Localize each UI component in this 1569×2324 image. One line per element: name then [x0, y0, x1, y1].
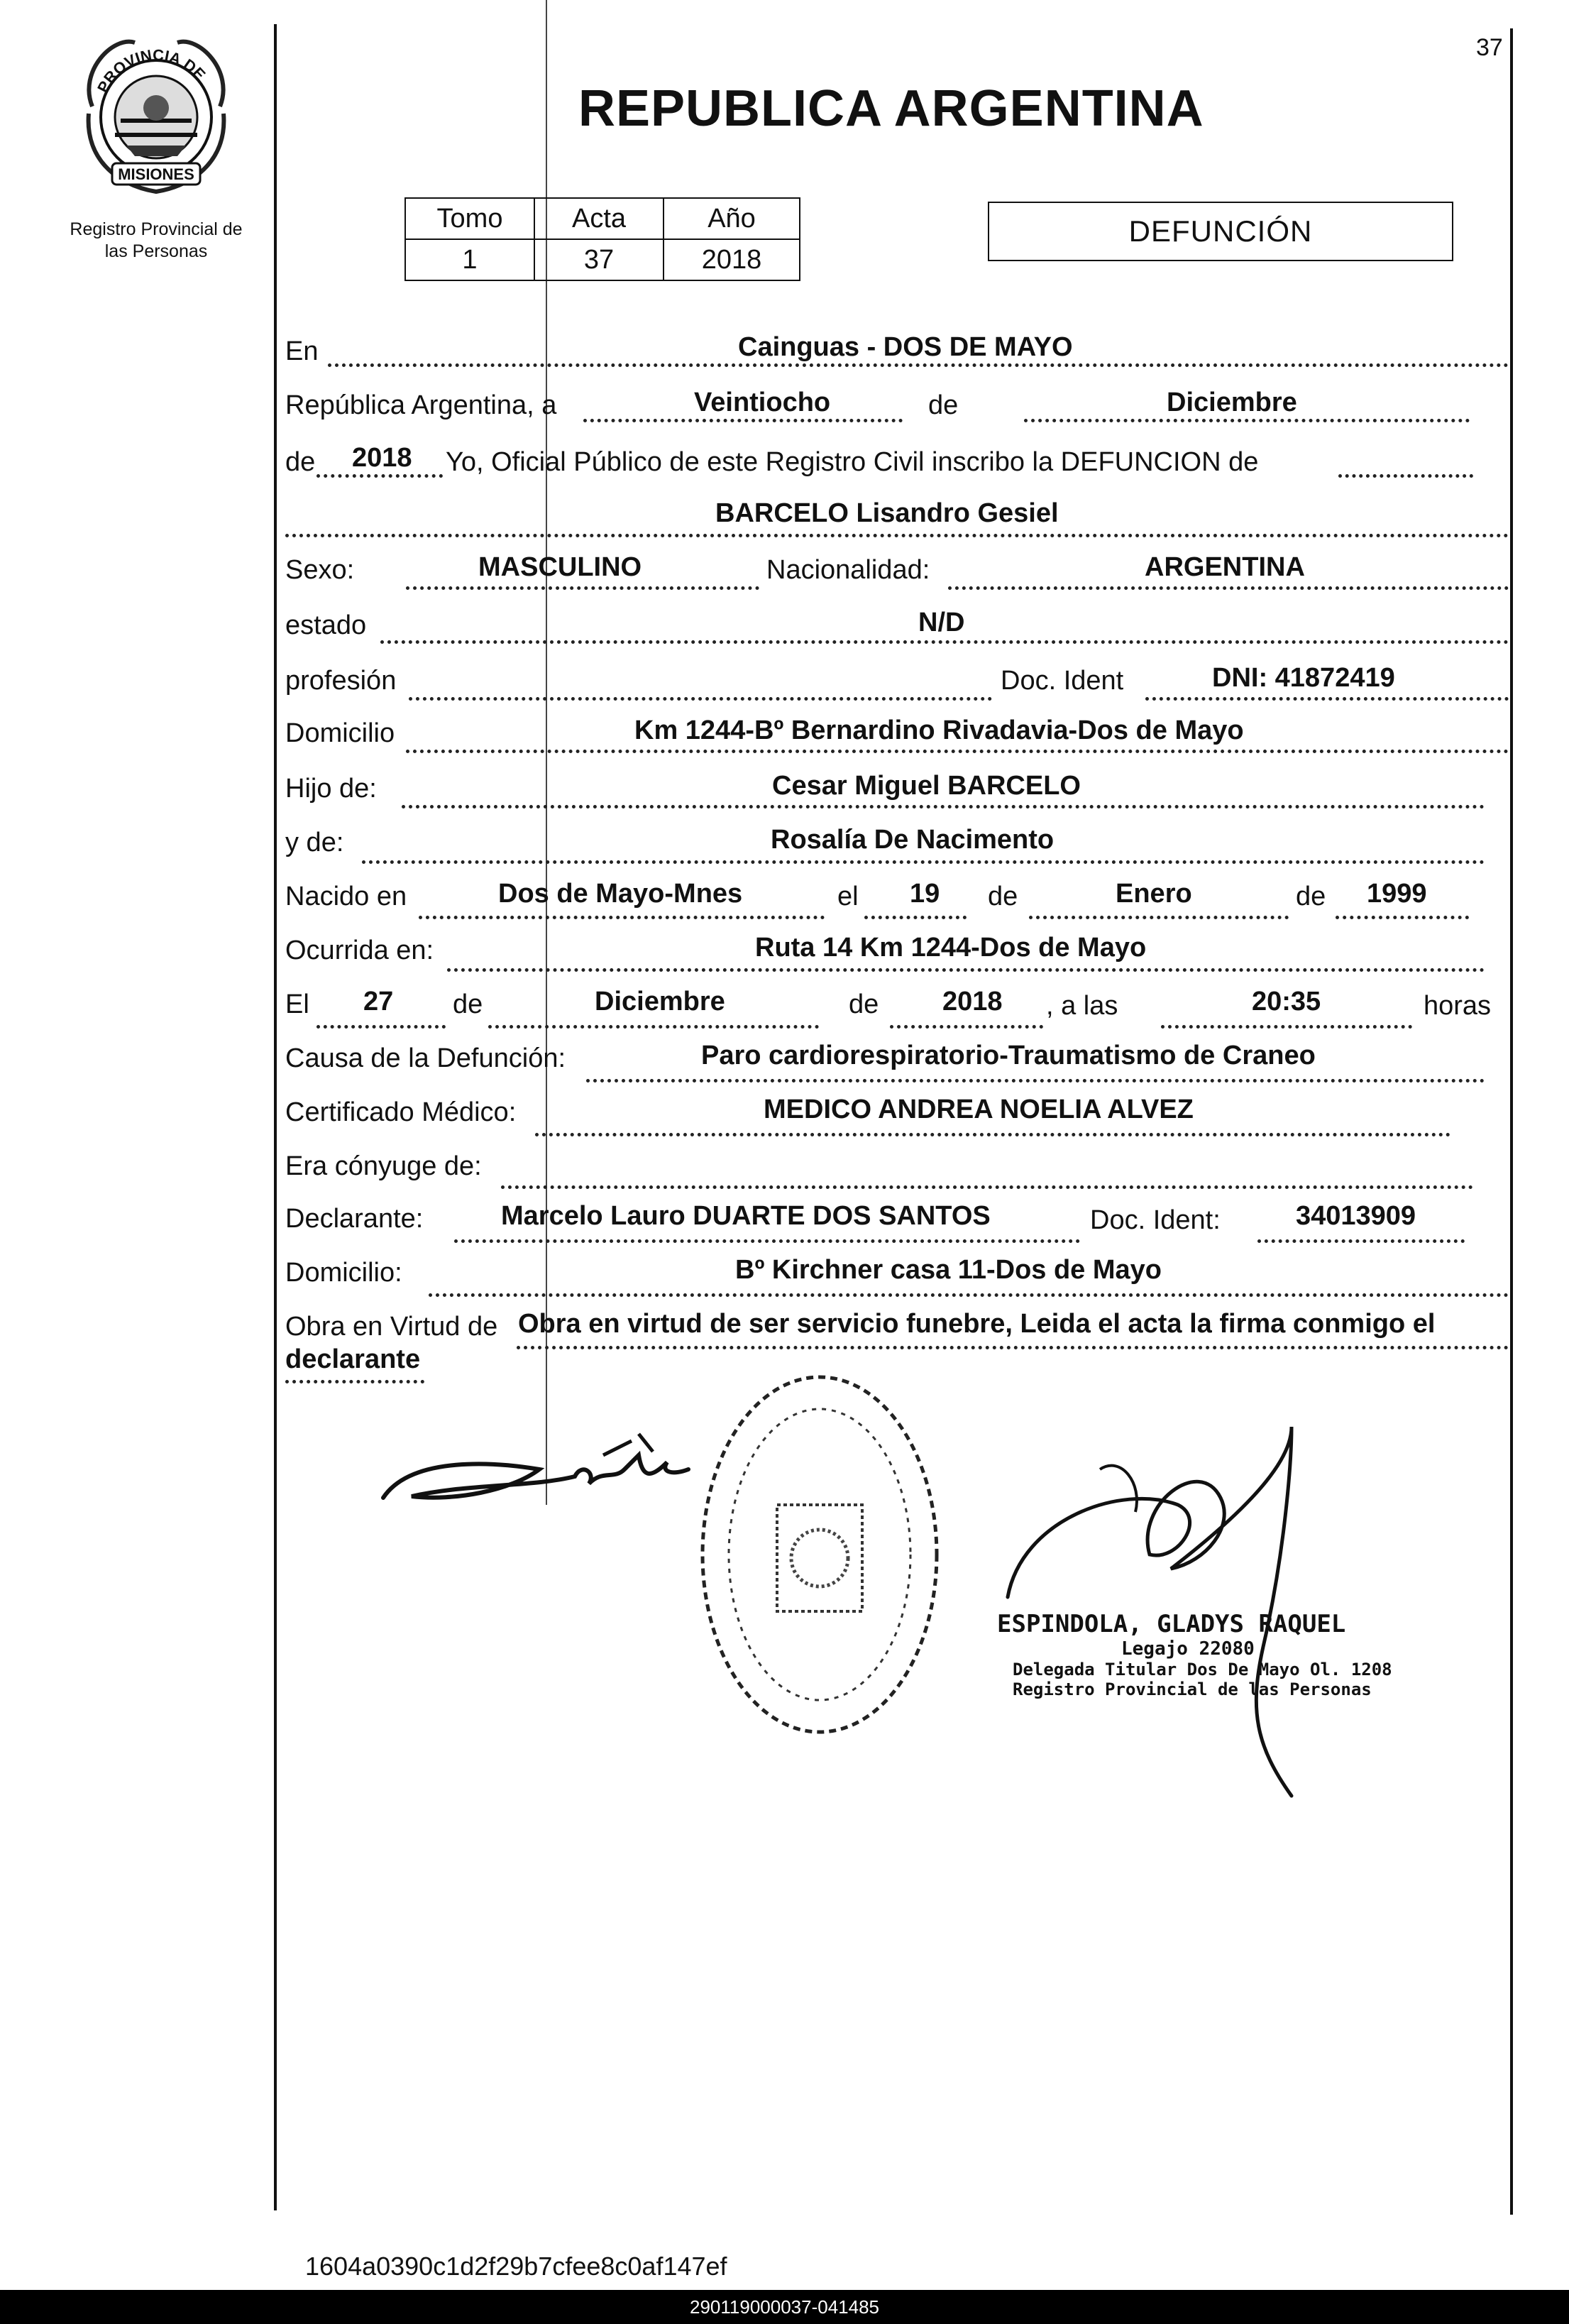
seal-top-text: PROVINCIA DE — [94, 45, 209, 96]
page-number: 37 — [1476, 34, 1503, 61]
de-label-5: de — [849, 990, 879, 1019]
doc-ident2-label: Doc. Ident: — [1090, 1205, 1221, 1235]
dotted-line — [447, 968, 1485, 972]
registry-label — [43, 219, 270, 263]
dotted-line — [429, 1293, 1509, 1297]
anio-value: 2018 — [352, 443, 412, 473]
official-name-stamp — [997, 1610, 1416, 1699]
dia-nacimiento-value: 19 — [910, 879, 940, 909]
right-margin-rule — [1510, 28, 1513, 2215]
certificado-value: MEDICO ANDREA NOELIA ALVEZ — [764, 1095, 1194, 1124]
document-hash: 1604a0390c1d2f29b7cfee8c0af147ef — [305, 2252, 727, 2281]
declarante-label: Declarante: — [285, 1204, 424, 1234]
dotted-line — [285, 534, 1509, 537]
value-acta: 37 — [534, 239, 664, 280]
nacionalidad-value: ARGENTINA — [1145, 552, 1305, 582]
dotted-line — [419, 916, 825, 919]
alas-label: , a las — [1046, 991, 1118, 1021]
domicilio-label: Domicilio — [285, 718, 395, 748]
provincial-seal — [71, 28, 241, 199]
lugar-value: Cainguas - DOS DE MAYO — [738, 332, 1073, 362]
declarante-value: Marcelo Lauro DUARTE DOS SANTOS — [501, 1201, 991, 1231]
dotted-line — [406, 586, 759, 590]
ocurrida-label: Ocurrida en: — [285, 936, 434, 965]
dotted-line — [535, 1133, 1450, 1136]
de-label: de — [928, 390, 959, 420]
madre-value: Rosalía De Nacimento — [771, 825, 1055, 855]
header-anio: Año — [664, 198, 800, 239]
value-tomo: 1 — [405, 239, 534, 280]
yo-text: Yo, Oficial Público de este Registro Civil inscribo la DEFUNCION de — [446, 447, 1259, 477]
header-acta: Acta — [534, 198, 664, 239]
seal-bottom-text: MISIONES — [118, 165, 194, 183]
declarant-signature — [369, 1413, 703, 1512]
dotted-line — [948, 586, 1509, 590]
hora-value: 20:35 — [1252, 987, 1321, 1016]
en-label: En — [285, 336, 319, 366]
dotted-line — [517, 1346, 1509, 1349]
official-name: ESPINDOLA, GLADYS RAQUEL — [997, 1610, 1346, 1638]
lugar-defuncion-value: Ruta 14 Km 1244-Dos de Mayo — [755, 933, 1147, 963]
anio-de-label: de — [285, 447, 316, 477]
dotted-line — [501, 1185, 1473, 1189]
dotted-line — [1029, 916, 1289, 919]
estado-value: N/D — [918, 608, 965, 637]
de-label-2: de — [988, 882, 1018, 911]
dotted-line — [1336, 916, 1469, 919]
official-registro: Registro Provincial de las Personas — [1013, 1679, 1372, 1699]
de-label-3: de — [1296, 882, 1326, 911]
domicilio2-value: Bº Kirchner casa 11-Dos de Mayo — [735, 1255, 1162, 1285]
page-title: REPUBLICA ARGENTINA — [578, 80, 1204, 137]
el-label: el — [837, 882, 859, 911]
hijo-label: Hijo de: — [285, 774, 377, 804]
dotted-line — [380, 640, 1509, 644]
profesion-label: profesión — [285, 666, 397, 696]
doc-ident-value: DNI: 41872419 — [1212, 663, 1395, 693]
dotted-line — [454, 1239, 1080, 1243]
dotted-line — [864, 916, 967, 919]
republica-label: República Argentina, a — [285, 390, 557, 420]
causa-value: Paro cardiorespiratorio-Traumatismo de Craneo — [701, 1041, 1316, 1070]
doc-ident2-value: 34013909 — [1296, 1201, 1416, 1231]
anio-nacimiento-value: 1999 — [1367, 879, 1427, 909]
dotted-line — [362, 860, 1485, 864]
nacionalidad-label: Nacionalidad: — [766, 555, 930, 585]
dotted-line — [488, 1025, 819, 1029]
registry-label-line1: Registro Provincial de — [70, 219, 243, 239]
dotted-line — [409, 697, 992, 701]
header-tomo: Tomo — [405, 198, 534, 239]
estado-label: estado — [285, 610, 367, 640]
dia-texto-value: Veintiocho — [694, 388, 831, 417]
lugar-nacimiento-value: Dos de Mayo-Mnes — [498, 879, 743, 909]
dotted-line — [583, 419, 903, 422]
barcode-bar: 290119000037-041485 — [0, 2290, 1569, 2324]
causa-label: Causa de la Defunción: — [285, 1043, 566, 1073]
dotted-line — [406, 750, 1509, 753]
sexo-label: Sexo: — [285, 555, 355, 585]
mes-texto-value: Diciembre — [1167, 388, 1297, 417]
obra-value: Obra en virtud de ser servicio funebre, Leida el acta la firma conmigo el — [518, 1309, 1436, 1339]
dotted-line — [316, 1025, 446, 1029]
dotted-line — [1257, 1239, 1465, 1243]
el-label-2: El — [285, 990, 309, 1019]
dotted-line — [1338, 474, 1473, 478]
padre-value: Cesar Miguel BARCELO — [772, 771, 1081, 801]
horas-label: horas — [1424, 991, 1492, 1021]
dotted-line — [316, 474, 443, 478]
dotted-line — [1024, 419, 1470, 422]
mes-defuncion-value: Diciembre — [595, 987, 725, 1016]
dotted-line — [328, 363, 1509, 367]
anio-defuncion-value: 2018 — [942, 987, 1003, 1016]
dia-defuncion-value: 27 — [363, 987, 394, 1016]
dotted-line — [1145, 697, 1509, 701]
domicilio-value: Km 1244-Bº Bernardino Rivadavia-Dos de Mayo — [634, 716, 1244, 745]
official-oval-seal — [692, 1363, 947, 1746]
de-label-4: de — [453, 990, 483, 1019]
record-table — [404, 197, 800, 281]
left-margin-rule — [274, 24, 277, 2210]
record-type-box: DEFUNCIÓN — [988, 202, 1453, 261]
dotted-line — [285, 1380, 424, 1383]
yde-label: y de: — [285, 828, 344, 857]
doc-ident-label: Doc. Ident — [1001, 666, 1124, 696]
obra-label: Obra en Virtud de — [285, 1312, 498, 1342]
official-legajo: Legajo 22080 — [1121, 1638, 1255, 1660]
registry-label-line2: las Personas — [104, 241, 208, 261]
obra-cont-value: declarante — [285, 1344, 421, 1374]
nacido-label: Nacido en — [285, 882, 407, 911]
official-cargo: Delegada Titular Dos De Mayo Ol. 1208 — [1013, 1660, 1392, 1679]
dotted-line — [402, 805, 1485, 809]
domicilio2-label: Domicilio: — [285, 1258, 402, 1288]
value-anio: 2018 — [664, 239, 800, 280]
certificado-label: Certificado Médico: — [285, 1097, 517, 1127]
mes-nacimiento-value: Enero — [1116, 879, 1192, 909]
dotted-line — [1161, 1025, 1412, 1029]
conyuge-label: Era cónyuge de: — [285, 1151, 482, 1181]
dotted-line — [586, 1079, 1485, 1082]
fallecido-value: BARCELO Lisandro Gesiel — [715, 498, 1059, 528]
dotted-line — [890, 1025, 1043, 1029]
sexo-value: MASCULINO — [478, 552, 642, 582]
